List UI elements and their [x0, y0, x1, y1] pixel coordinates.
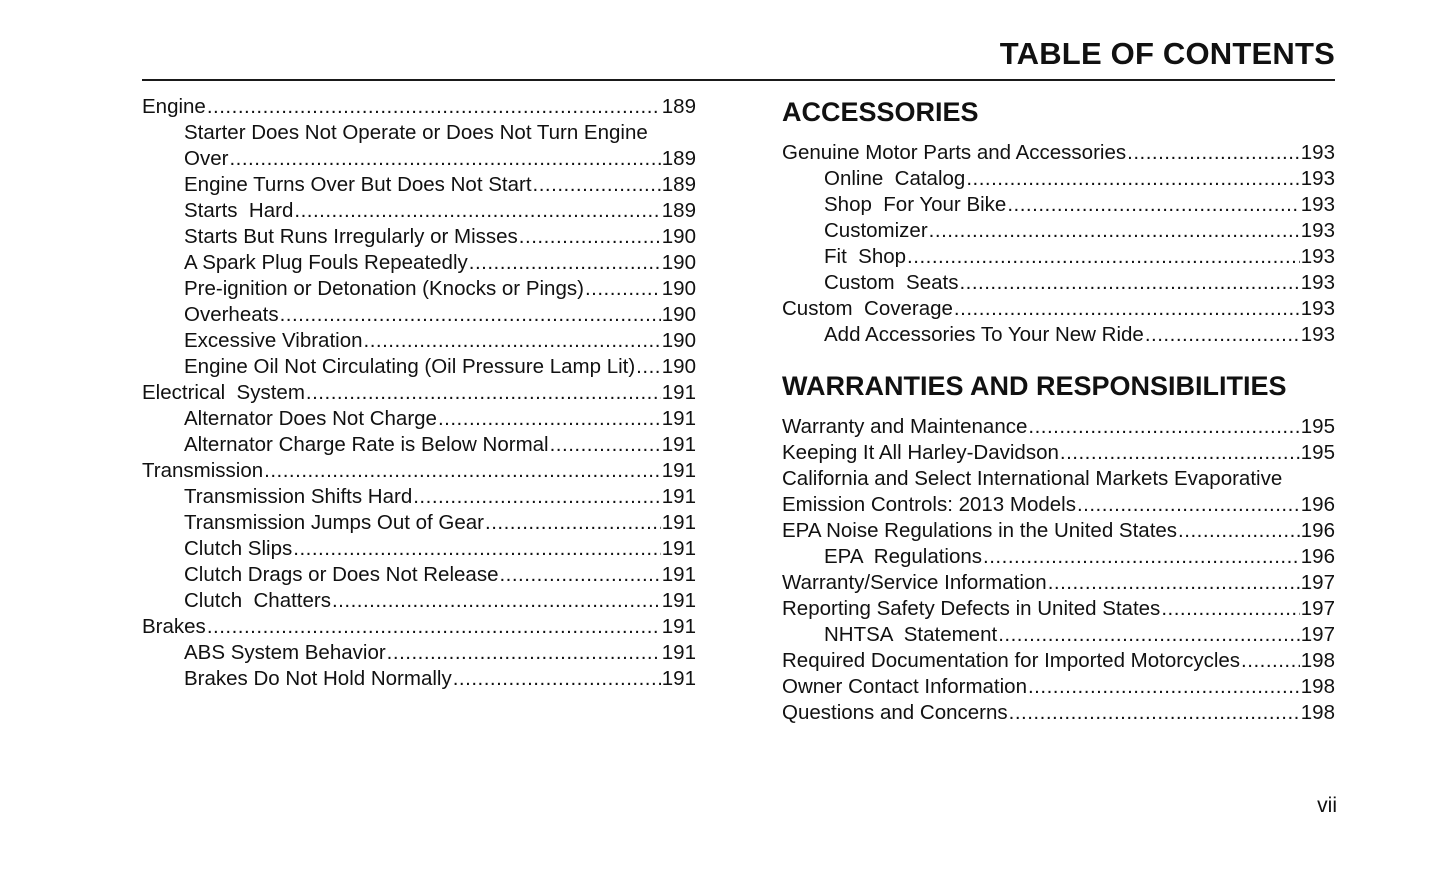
dot-leader: [413, 484, 661, 510]
toc-entry-page: 191: [661, 433, 696, 456]
dot-leader: [983, 544, 1300, 570]
toc-entry-label: ABS System Behavior: [184, 641, 386, 664]
dot-leader: [998, 622, 1300, 648]
toc-entry[interactable]: [142, 562, 696, 588]
toc-entry-label: Questions and Concerns: [782, 701, 1008, 724]
dot-leader: [207, 94, 661, 120]
toc-entry-page: 190: [661, 225, 696, 248]
toc-entry-label: A Spark Plug Fouls Repeatedly: [184, 251, 468, 274]
section-heading-accessories: ACCESSORIES: [782, 97, 979, 127]
toc-entry-page: 191: [661, 381, 696, 404]
toc-entry[interactable]: [782, 674, 1335, 700]
toc-entry-page: 190: [661, 303, 696, 326]
toc-entry-label: Alternator Charge Rate is Below Normal: [184, 433, 549, 456]
toc-entry-label: Transmission: [142, 459, 264, 482]
toc-entry-evaporative-line2[interactable]: [782, 492, 1335, 518]
toc-entry-label: Clutch Drags or Does Not Release: [184, 563, 499, 586]
toc-entry[interactable]: [142, 666, 696, 692]
toc-entry-page: 197: [1300, 623, 1335, 646]
toc-entry-page: 191: [661, 615, 696, 638]
dot-leader: [264, 458, 661, 484]
toc-entry-label: Required Documentation for Imported Motorcycles: [782, 649, 1241, 672]
toc-entry-page: 191: [661, 563, 696, 586]
toc-entry-page: 193: [1300, 271, 1335, 294]
toc-entry-page: 191: [661, 537, 696, 560]
dot-leader: [1028, 674, 1300, 700]
toc-entry-label: Genuine Motor Parts and Accessories: [782, 141, 1127, 164]
toc-entry-label: Shop For Your Bike: [824, 193, 1007, 216]
toc-entry-label: Emission Controls: 2013 Models: [782, 493, 1076, 516]
toc-entry[interactable]: [782, 166, 1335, 192]
toc-entry-label: Transmission Jumps Out of Gear: [184, 511, 485, 534]
dot-leader: [533, 172, 661, 198]
dot-leader: [585, 276, 661, 302]
toc-entry-page: 196: [1300, 493, 1335, 516]
section-heading-warranties: WARRANTIES AND RESPONSIBILITIES: [782, 371, 1287, 401]
dot-leader: [499, 562, 660, 588]
toc-entry-label: Warranty and Maintenance: [782, 415, 1028, 438]
dot-leader: [280, 302, 661, 328]
toc-entry-label: Starts Hard: [184, 199, 294, 222]
dot-leader: [293, 536, 661, 562]
toc-entry-page: 191: [661, 485, 696, 508]
toc-entry-page: 189: [661, 199, 696, 222]
toc-entry-evaporative-line1[interactable]: [782, 466, 1335, 492]
dot-leader: [1007, 192, 1299, 218]
toc-entry[interactable]: [142, 302, 696, 328]
toc-entry-engine[interactable]: [142, 94, 696, 120]
dot-leader: [550, 432, 661, 458]
toc-entry-page: 195: [1300, 415, 1335, 438]
toc-entry[interactable]: [782, 140, 1335, 166]
dot-leader: [438, 406, 661, 432]
toc-entry[interactable]: [782, 296, 1335, 322]
dot-leader: [1009, 700, 1300, 726]
toc-entry-page: 189: [661, 147, 696, 170]
toc-entry[interactable]: [142, 432, 696, 458]
toc-entry[interactable]: [782, 414, 1335, 440]
toc-entry-page: 193: [1300, 297, 1335, 320]
toc-entry-label: Fit Shop: [824, 245, 907, 268]
toc-entry-page: 193: [1300, 141, 1335, 164]
toc-entry-starter-line2[interactable]: [142, 146, 696, 172]
toc-entry-page: 198: [1300, 649, 1335, 672]
toc-entry-page: 190: [661, 329, 696, 352]
toc-entry-label: Keeping It All Harley-Davidson: [782, 441, 1059, 464]
toc-entry-label: Custom Seats: [824, 271, 959, 294]
toc-entry[interactable]: [142, 328, 696, 354]
toc-entry-page: 193: [1300, 193, 1335, 216]
toc-entry-electrical-system[interactable]: [142, 380, 696, 406]
toc-entry-label: Custom Coverage: [782, 297, 953, 320]
toc-entry-page: 193: [1300, 323, 1335, 346]
dot-leader: [294, 198, 660, 224]
dot-leader: [469, 250, 661, 276]
toc-entry-page: 198: [1300, 701, 1335, 724]
dot-leader: [929, 218, 1300, 244]
toc-right-column: [782, 92, 1335, 726]
dot-leader: [306, 380, 661, 406]
page-number: vii: [1317, 794, 1337, 817]
dot-leader: [485, 510, 661, 536]
toc-entry-label: Starter Does Not Operate or Does Not Turn Engine: [184, 121, 648, 144]
toc-entry-label: Online Catalog: [824, 167, 966, 190]
toc-entry-page: 193: [1300, 245, 1335, 268]
toc-entry-label: Brakes: [142, 615, 206, 638]
toc-entry[interactable]: [782, 622, 1335, 648]
toc-entry[interactable]: [782, 570, 1335, 596]
page-title: TABLE OF CONTENTS: [999, 36, 1335, 71]
toc-entry-starter-line1[interactable]: [142, 120, 696, 146]
toc-entry-page: 195: [1300, 441, 1335, 464]
toc-entry[interactable]: [782, 244, 1335, 270]
toc-entry[interactable]: [142, 588, 696, 614]
toc-entry-label: Overheats: [184, 303, 279, 326]
toc-entry-label: Owner Contact Information: [782, 675, 1027, 698]
dot-leader: [1127, 140, 1300, 166]
toc-entry-page: 196: [1300, 519, 1335, 542]
toc-entry-page: 191: [661, 589, 696, 612]
dot-leader: [1060, 440, 1300, 466]
toc-entry-page: 193: [1300, 167, 1335, 190]
toc-entry-label: Excessive Vibration: [184, 329, 363, 352]
toc-entry[interactable]: [782, 192, 1335, 218]
toc-entry-page: 189: [661, 173, 696, 196]
toc-entry-label: Add Accessories To Your New Ride: [824, 323, 1144, 346]
toc-entry-brakes[interactable]: [142, 614, 696, 640]
toc-entry[interactable]: [142, 276, 696, 302]
toc-entry[interactable]: [142, 172, 696, 198]
toc-entry-page: 197: [1300, 571, 1335, 594]
dot-leader: [1028, 414, 1299, 440]
header-divider: [142, 79, 1335, 81]
toc-entry[interactable]: [142, 354, 696, 380]
dot-leader: [229, 146, 660, 172]
dot-leader: [519, 224, 661, 250]
toc-entry[interactable]: [782, 270, 1335, 296]
toc-entry[interactable]: [142, 640, 696, 666]
toc-entry[interactable]: [782, 596, 1335, 622]
toc-entry-label: Engine: [142, 95, 206, 118]
toc-entry-label: Over: [184, 147, 229, 170]
toc-entry-label: NHTSA Statement: [824, 623, 998, 646]
toc-entry-page: 190: [661, 251, 696, 274]
dot-leader: [1048, 570, 1300, 596]
toc-entry-page: 191: [661, 459, 696, 482]
toc-entry-page: 190: [661, 355, 696, 378]
dot-leader: [332, 588, 661, 614]
dot-leader: [966, 166, 1299, 192]
toc-entry-label: Warranty/Service Information: [782, 571, 1047, 594]
dot-leader: [1178, 518, 1300, 544]
toc-entry-page: 193: [1300, 219, 1335, 242]
toc-entry-label: EPA Regulations: [824, 545, 983, 568]
toc-entry-label: Electrical System: [142, 381, 305, 404]
toc-entry-label: Engine Oil Not Circulating (Oil Pressure Lamp Lit): [184, 355, 636, 378]
dot-leader: [387, 640, 661, 666]
toc-entry-page: 191: [661, 407, 696, 430]
dot-leader: [364, 328, 661, 354]
dot-leader: [959, 270, 1299, 296]
toc-entry-page: 189: [661, 95, 696, 118]
toc-entry[interactable]: [782, 700, 1335, 726]
toc-entry-label: EPA Noise Regulations in the United States: [782, 519, 1178, 542]
dot-leader: [207, 614, 661, 640]
toc-entry[interactable]: [142, 198, 696, 224]
toc-entry-label: Transmission Shifts Hard: [184, 485, 413, 508]
dot-leader: [954, 296, 1300, 322]
toc-entry[interactable]: [782, 518, 1335, 544]
toc-entry[interactable]: [142, 406, 696, 432]
toc-entry-page: 196: [1300, 545, 1335, 568]
toc-entry-page: 197: [1300, 597, 1335, 620]
toc-entry-label: Reporting Safety Defects in United States: [782, 597, 1161, 620]
dot-leader: [1241, 648, 1300, 674]
toc-entry-label: Engine Turns Over But Does Not Start: [184, 173, 532, 196]
toc-left-column: [142, 94, 696, 692]
toc-entry-page: 191: [661, 511, 696, 534]
toc-entry-label: Clutch Chatters: [184, 589, 331, 612]
toc-entry[interactable]: [142, 536, 696, 562]
toc-entry[interactable]: [782, 218, 1335, 244]
dot-leader: [453, 666, 661, 692]
dot-leader: [1145, 322, 1300, 348]
toc-entry-label: Brakes Do Not Hold Normally: [184, 667, 452, 690]
toc-entry[interactable]: [782, 544, 1335, 570]
toc-entry-label: Alternator Does Not Charge: [184, 407, 437, 430]
toc-entry-page: 191: [661, 641, 696, 664]
toc-entry-label: Pre-ignition or Detonation (Knocks or Pings): [184, 277, 584, 300]
toc-entry-label: Starts But Runs Irregularly or Misses: [184, 225, 518, 248]
toc-entry[interactable]: [142, 224, 696, 250]
toc-entry-page: 191: [661, 667, 696, 690]
toc-entry-transmission[interactable]: [142, 458, 696, 484]
toc-entry-page: 190: [661, 277, 696, 300]
toc-entry-label: Clutch Slips: [184, 537, 293, 560]
toc-entry[interactable]: [142, 250, 696, 276]
dot-leader: [636, 354, 661, 380]
dot-leader: [907, 244, 1300, 270]
dot-leader: [1077, 492, 1300, 518]
dot-leader: [1161, 596, 1299, 622]
toc-entry[interactable]: [782, 322, 1335, 348]
toc-entry[interactable]: [782, 440, 1335, 466]
toc-entry-page: 198: [1300, 675, 1335, 698]
toc-entry[interactable]: [782, 648, 1335, 674]
toc-entry-label: California and Select International Markets Evaporative: [782, 467, 1283, 490]
toc-entry-label: Customizer: [824, 219, 928, 242]
toc-entry[interactable]: [142, 484, 696, 510]
toc-entry[interactable]: [142, 510, 696, 536]
